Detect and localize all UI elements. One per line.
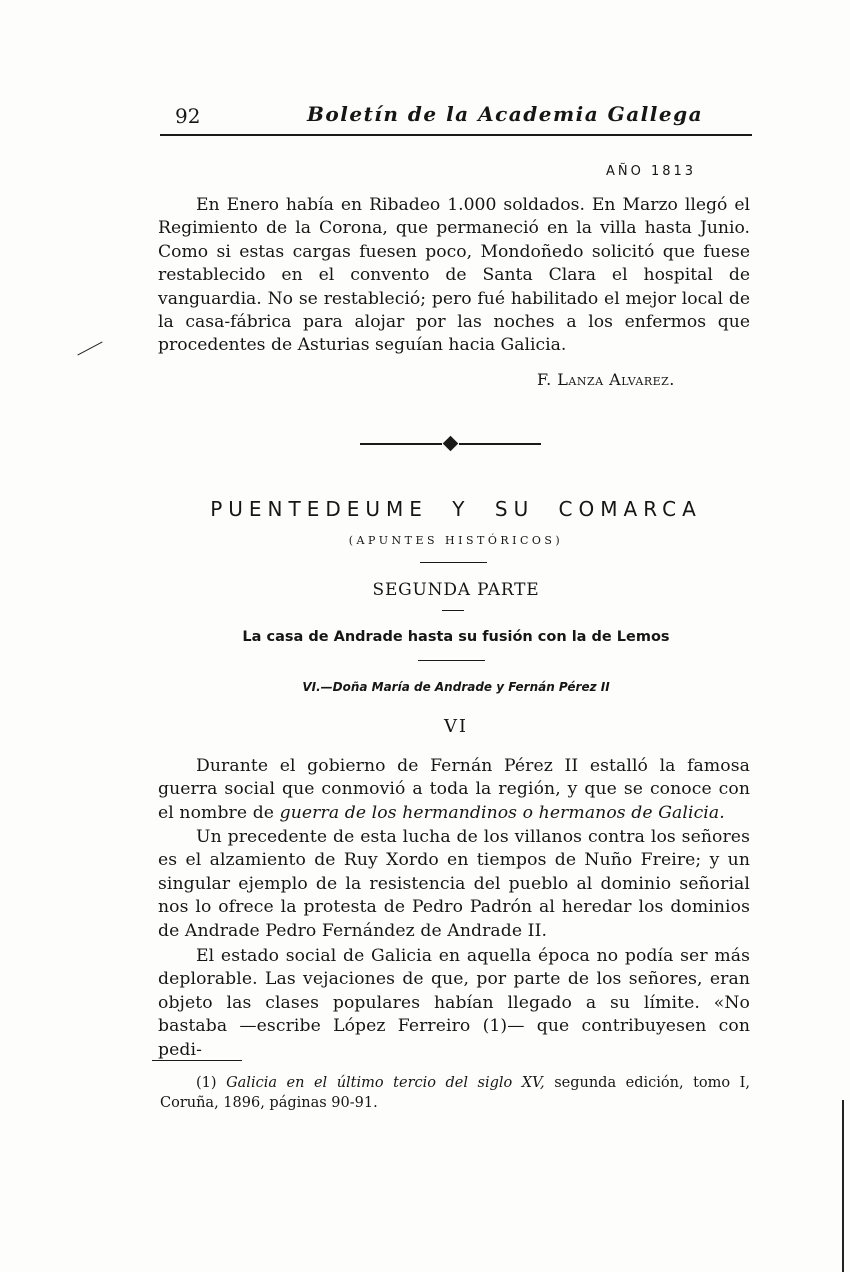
- footnote-marker: (1): [196, 1075, 217, 1091]
- body-paragraph-1-text: Durante el gobierno de Fernán Pérez II estalló la famosa guerra social que conmovió a toda la región, y que se conoce con el nombre de: [158, 756, 750, 823]
- body-paragraph-3: El estado social de Galicia en aquella época no podía ser más deplorable. Las vejaciones de que, por parte de los señores, eran objeto las clases populares habían llegado a su límite. «No bastaba —escribe López Ferreiro (1)— que contribuyesen con pedi-: [158, 946, 750, 1060]
- signature: F. Lanza Alvarez.: [537, 370, 675, 389]
- subtitle-rule: [420, 562, 487, 563]
- article-title: PUENTEDEUME Y SU COMARCA: [210, 497, 702, 521]
- footnote-title: Galicia en el último tercio del siglo XV,: [226, 1075, 545, 1091]
- article-subtitle: (APUNTES HISTÓRICOS): [348, 534, 564, 547]
- scan-mark-right-edge: [842, 1100, 844, 1272]
- section-rule: [418, 660, 485, 661]
- chapter-heading: VI.—Doña María de Andrade y Fernán Pérez II: [302, 680, 610, 694]
- part-heading: SEGUNDA PARTE: [372, 580, 540, 600]
- body-paragraph-1: [158, 755, 750, 825]
- footnote-rule: [152, 1060, 242, 1061]
- prev-paragraph: En Enero había en Ribadeo 1.000 soldados. En Marzo llegó el Regimiento de la Corona, que permaneció en la villa hasta Junio. Como si estas cargas fuesen poco, Mondoñedo solicitó que fuese restablecido en el convento de Santa Clara el hospital de vanguardia. No se restableció; pero fué habilitado el mejor local de la casa-fábrica para alojar por las noches a los enfermos que procedentes de Asturias seguían hacia Galicia.: [158, 195, 750, 356]
- footnote-text: segunda edición, tomo I, Coruña, 1896, páginas 90-91.: [160, 1075, 751, 1111]
- year-heading: AÑO 1813: [606, 164, 697, 179]
- page-number: 92: [175, 104, 201, 128]
- body-paragraph-2: Un precedente de esta lucha de los villanos contra los señores es el alzamiento de Ruy Xordo en tiempos de Nuño Freire; y un singular ejemplo de la resistencia del pueblo al dominio señorial nos lo ofrece la protesta de Pedro Padrón al heredar los dominios de Andrade Pedro Fernández de Andrade II.: [158, 827, 750, 941]
- section-heading: La casa de Andrade hasta su fusión con la de Lemos: [242, 629, 670, 645]
- footnote: [160, 1073, 750, 1113]
- ornament-rule-left: [360, 443, 442, 445]
- part-rule: [442, 610, 464, 611]
- journal-title: Boletín de la Academia Gallega: [307, 102, 704, 126]
- ornament-diamond: [443, 436, 459, 452]
- scan-mark-left: [77, 341, 102, 355]
- ornament-rule-right: [459, 443, 541, 445]
- body-paragraph-1-italic: guerra de los hermandinos o hermanos de Galicia.: [279, 802, 725, 823]
- header-rule: [160, 134, 752, 136]
- chapter-number: VI: [443, 716, 469, 737]
